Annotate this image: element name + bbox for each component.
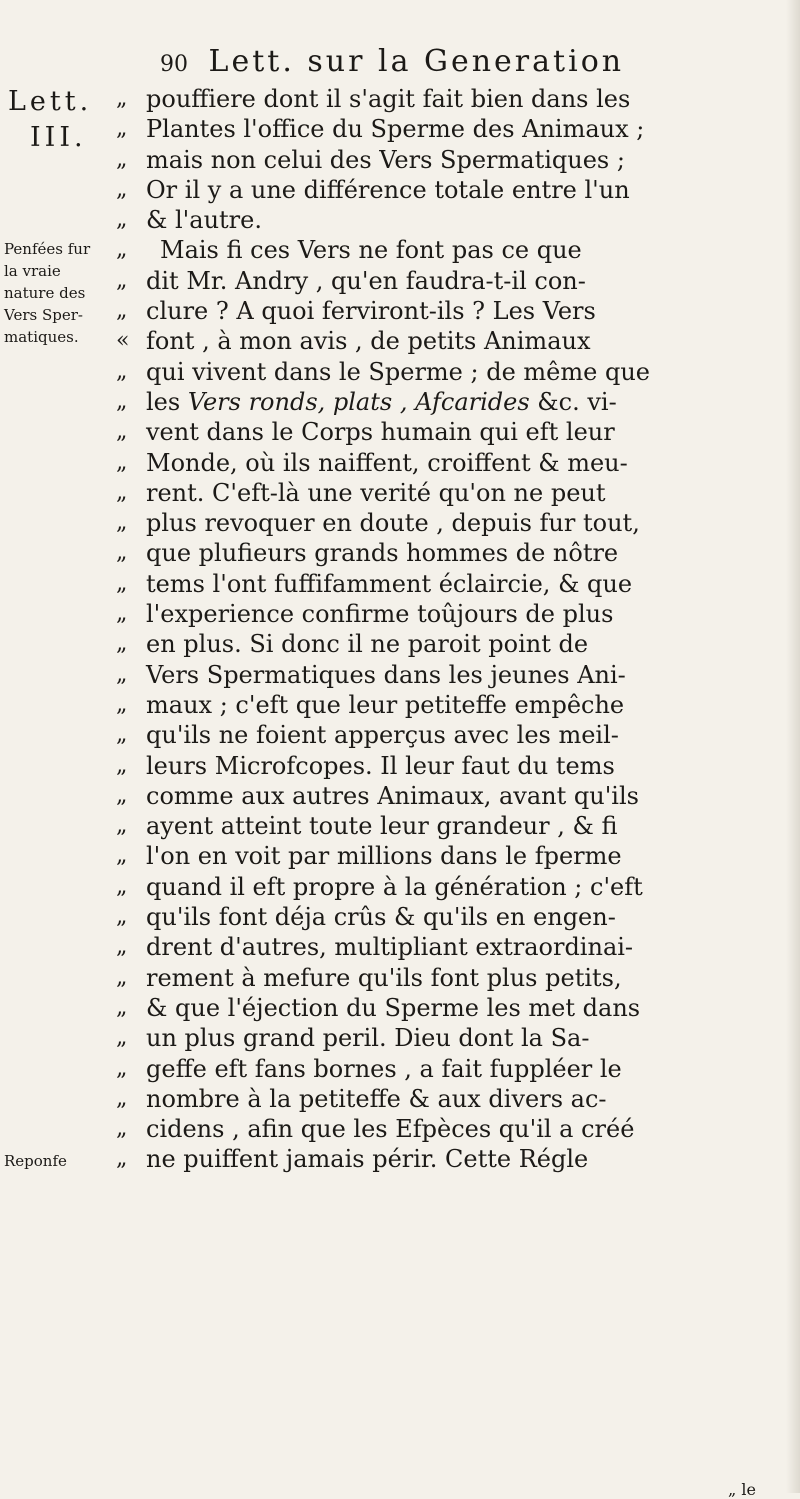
catchword-text: le — [741, 1480, 756, 1499]
quote-mark: „ — [116, 631, 128, 657]
quote-mark: „ — [116, 1146, 128, 1172]
margin-note-line: matiques. — [4, 328, 79, 346]
quote-mark: „ — [116, 267, 128, 293]
quote-mark: „ — [116, 934, 128, 960]
body-line: cidens , afin que les Efpèces qu'il a créé — [146, 1115, 635, 1144]
quote-mark: „ — [116, 691, 128, 717]
letter-number: III. — [30, 122, 87, 153]
page-number: 90 — [160, 52, 188, 77]
quote-mark: „ — [116, 994, 128, 1020]
quote-mark: „ — [116, 146, 128, 172]
margin-note-line: la vraie — [4, 262, 61, 280]
quote-mark: „ — [116, 419, 128, 445]
margin-note-line: Vers Sper- — [4, 306, 83, 324]
body-line: Mais fi ces Vers ne font pas ce que — [160, 236, 582, 265]
quote-mark: „ — [116, 207, 128, 233]
body-line: clure ? A quoi ferviront-ils ? Les Vers — [146, 297, 596, 326]
quote-mark: „ — [116, 722, 128, 748]
quote-mark: „ — [116, 237, 128, 263]
page-edge-shadow — [786, 0, 800, 1493]
quote-mark: „ — [116, 601, 128, 627]
body-line: rent. C'eft-là une verité qu'on ne peut — [146, 478, 606, 507]
body-line: geffe eft fans bornes , a fait fuppléer le — [146, 1054, 622, 1083]
margin-note-pensees — [4, 238, 90, 348]
body-line: quand il eft propre à la génération ; c'eft — [146, 872, 643, 901]
quote-mark: „ — [116, 1085, 128, 1111]
body-line: drent d'autres, multipliant extraordinai- — [146, 933, 634, 962]
body-line: qu'ils ne foient apperçus avec les meil- — [146, 721, 619, 750]
body-line: nombre à la petiteffe & aux divers ac- — [146, 1084, 607, 1113]
body-line: vent dans le Corps humain qui eft leur — [146, 418, 615, 447]
body-line: comme aux autres Animaux, avant qu'ils — [146, 781, 639, 810]
body-line: maux ; c'eft que leur petiteffe empêche — [146, 690, 625, 719]
body-line: leurs Microfcopes. Il leur faut du tems — [146, 751, 615, 780]
body-line: rement à mefure qu'ils font plus petits, — [146, 963, 622, 992]
quote-mark: „ — [116, 298, 128, 324]
body-line: plus revoquer en doute , depuis fur tout, — [146, 509, 640, 538]
quote-mark: „ — [116, 752, 128, 778]
margin-note-reponse — [4, 1150, 67, 1172]
body-line: en plus. Si donc il ne paroit point de — [146, 630, 589, 659]
body-line: les Vers ronds, plats , Afcarides &c. vi- — [146, 387, 617, 416]
body-text — [146, 84, 786, 1175]
quote-mark: „ — [116, 388, 128, 414]
body-line: qu'ils font déja crûs & qu'ils en engen- — [146, 903, 616, 932]
catchword-quote: „ — [728, 1480, 737, 1499]
margin-note-line: nature des — [4, 284, 86, 302]
margin-note-line: Penfées fur — [4, 240, 91, 258]
quote-mark: „ — [116, 661, 128, 687]
italic-phrase: Vers ronds, plats , Afcarides — [187, 387, 530, 416]
body-line: font , à mon avis , de petits Animaux — [146, 327, 591, 356]
body-line: l'on en voit par millions dans le fperme — [146, 842, 622, 871]
quote-mark: „ — [116, 904, 128, 930]
quote-mark: „ — [116, 1116, 128, 1142]
body-line: tems l'ont fuffifamment éclaircie, & que — [146, 569, 633, 598]
quote-mark: « — [116, 328, 130, 354]
quote-mark: „ — [116, 1025, 128, 1051]
body-line: Or il y a une différence totale entre l'un — [146, 175, 630, 204]
body-line: que plufieurs grands hommes de nôtre — [146, 539, 619, 568]
body-line: ayent atteint toute leur grandeur , & fi — [146, 812, 618, 841]
letter-label — [8, 84, 92, 156]
quote-mark: „ — [116, 540, 128, 566]
body-line: & l'autre. — [146, 206, 262, 235]
quote-mark: „ — [116, 449, 128, 475]
body-line: dit Mr. Andry , qu'en faudra-t-il con- — [146, 266, 586, 295]
quote-mark: „ — [116, 782, 128, 808]
body-line: Vers Spermatiques dans les jeunes Ani- — [146, 660, 626, 689]
quote-mark: „ — [116, 86, 128, 111]
quote-mark: „ — [116, 873, 128, 899]
body-line: qui vivent dans le Sperme ; de même que — [146, 357, 650, 386]
running-header — [160, 44, 624, 79]
quote-mark: „ — [116, 964, 128, 990]
quote-mark: „ — [116, 813, 128, 839]
body-line: ne puiffent jamais périr. Cette Régle — [146, 1145, 589, 1174]
body-line: Monde, où ils naiffent, croiffent & meu- — [146, 448, 628, 477]
margin-note-line: Reponfe — [4, 1152, 67, 1170]
body-line: & que l'éjection du Sperme les met dans — [146, 993, 641, 1022]
body-line: Plantes l'office du Sperme des Animaux ; — [146, 115, 645, 144]
letter-word: Lett. — [8, 86, 93, 117]
body-line: pouffiere dont il s'agit fait bien dans les — [146, 85, 631, 113]
body-line: l'experience confirme toûjours de plus — [146, 600, 614, 629]
quote-mark: „ — [116, 479, 128, 505]
running-title: Lett. sur la Generation — [208, 44, 625, 79]
body-line: un plus grand peril. Dieu dont la Sa- — [146, 1024, 590, 1053]
quote-mark: „ — [116, 1055, 128, 1081]
quote-mark: „ — [116, 570, 128, 596]
catchword — [728, 1480, 756, 1499]
quote-mark: „ — [116, 358, 128, 384]
quote-mark: „ — [116, 176, 128, 202]
quote-mark: „ — [116, 510, 128, 536]
quote-mark: „ — [116, 116, 128, 142]
body-line: mais non celui des Vers Spermatiques ; — [146, 145, 625, 174]
quote-marks-column — [116, 84, 142, 1175]
quote-mark: „ — [116, 843, 128, 869]
